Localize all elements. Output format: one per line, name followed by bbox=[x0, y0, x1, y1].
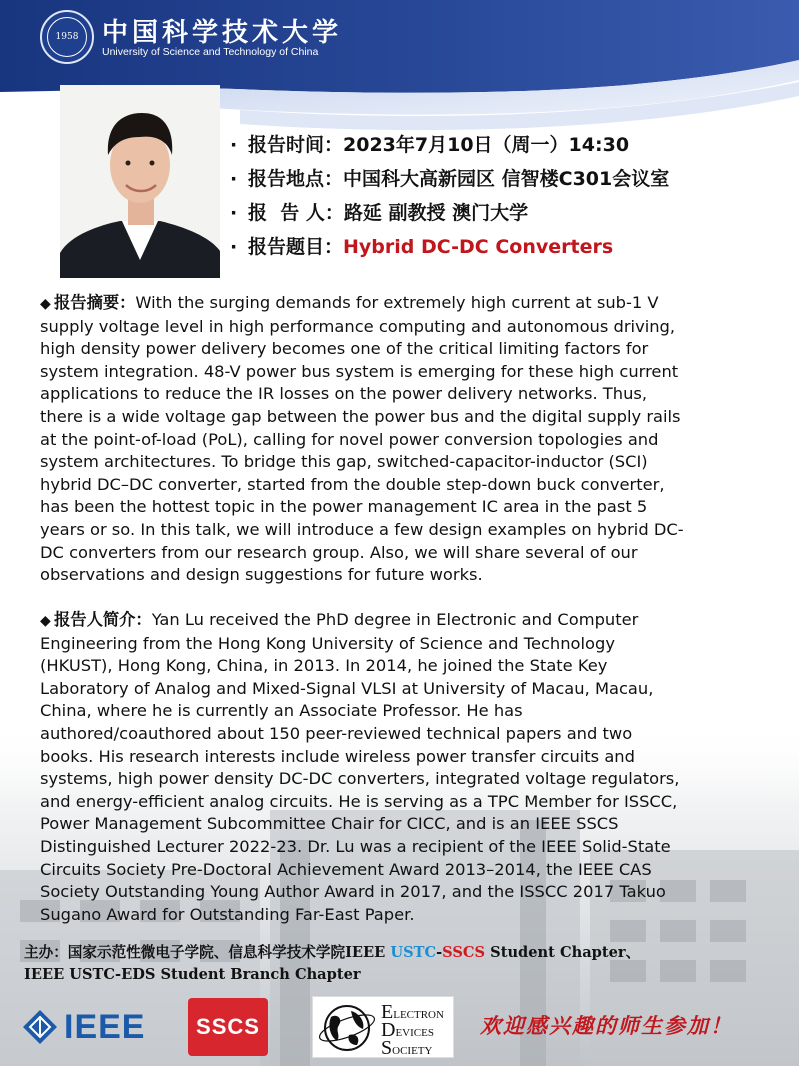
diamond-bullet-icon: ◆ bbox=[40, 296, 51, 312]
welcome-text: 欢迎感兴趣的师生参加！ bbox=[480, 1013, 733, 1038]
bio-line: ◆ 报告人简介：Yan Lu received the PhD degree in Electronic and Computer bbox=[40, 609, 766, 633]
info-speaker: · 报 告 人：路延 副教授 澳门大学 bbox=[230, 202, 529, 224]
info-title-label: 报告题目： bbox=[248, 236, 344, 258]
abstract-line: observations and design suggestions for future works. bbox=[40, 565, 483, 585]
bio-line: Distinguished Lecturer 2022-23. Dr. Lu was a recipient of the IEEE Solid-State bbox=[40, 836, 671, 856]
abstract-line: applications to reduce the IR losses on the power delivery networks. Thus, bbox=[40, 384, 648, 404]
ustc-seal-logo bbox=[40, 10, 94, 64]
speaker-photo bbox=[60, 85, 220, 278]
ieee-logo bbox=[22, 1004, 162, 1050]
info-location-value: 中国科大高新园区 信智楼C301会议室 bbox=[343, 168, 670, 190]
eds-line-3: SOCIETY bbox=[381, 1037, 433, 1059]
ieee-logo-text: IEEE bbox=[64, 1007, 146, 1046]
bio-line: Society Outstanding Young Author Award in 2017, and the ISSCC 2017 Takuo bbox=[40, 882, 666, 902]
bio-line: Circuits Society Pre-Doctoral Achievement Award 2013–2014, the IEEE CAS bbox=[40, 859, 652, 879]
abstract-line: there is a wide voltage gap between the power bus and the digital supply rails bbox=[40, 406, 681, 426]
info-title: · 报告题目：Hybrid DC-DC Converters bbox=[230, 236, 614, 258]
abstract-line: ◆ 报告摘要：With the surging demands for extremely high current at sub-1 V bbox=[40, 292, 766, 316]
bio-line: Laboratory of Analog and Mixed-Signal VLSI at University of Macau, Macau, bbox=[40, 678, 654, 698]
abstract-line: supply voltage level in high performance computing and autonomous driving, bbox=[40, 316, 676, 336]
abstract-line: DC converters from our research group. Also, we will share several of our bbox=[40, 542, 638, 562]
abstract-line: system architectures. To bridge this gap, switched-capacitor-inductor (SCI) bbox=[40, 452, 648, 472]
bio-line: Engineering from the Hong Kong University of Science and Technology bbox=[40, 633, 615, 653]
info-location: · 报告地点：中国科大高新园区 信智楼C301会议室 bbox=[230, 168, 670, 190]
sscs-text: SSCS bbox=[442, 944, 486, 961]
info-speaker-value: 路延 副教授 澳门大学 bbox=[343, 202, 529, 224]
globe-icon bbox=[317, 999, 379, 1057]
info-title-value: Hybrid DC-DC Converters bbox=[343, 236, 614, 258]
bio-section bbox=[40, 609, 766, 926]
abstract-section bbox=[40, 292, 766, 587]
university-name-cn: 中国科学技术大学 bbox=[102, 18, 343, 48]
abstract-line: years or so. In this talk, we will introduce a few design examples on hybrid DC- bbox=[40, 519, 684, 539]
info-time: · 报告时间：2023年7月10日（周一）14:30 bbox=[230, 134, 630, 156]
info-time-label: 报告时间： bbox=[248, 134, 344, 156]
info-time-value: 2023年7月10日（周一）14:30 bbox=[343, 134, 630, 156]
eds-line-2: DEVICES bbox=[381, 1019, 434, 1041]
ustc-text: USTC bbox=[390, 944, 437, 961]
abstract-line: has been the hottest topic in the power management IC area in the past 5 bbox=[40, 497, 648, 517]
bio-line: Sugano Award for Outstanding Far-East Paper. bbox=[40, 904, 415, 924]
organizer-text bbox=[24, 942, 784, 986]
organizer-line-2: IEEE USTC-EDS Student Branch Chapter bbox=[24, 966, 361, 983]
abstract-line: system integration. 48-V power bus system is emerging for these high current bbox=[40, 361, 679, 381]
bio-line: books. His research interests include wireless power transfer circuits and bbox=[40, 746, 635, 766]
sscs-logo-text: SSCS bbox=[196, 1014, 260, 1039]
talk-info-list bbox=[230, 128, 790, 264]
info-speaker-label: 报 告 人： bbox=[248, 202, 344, 224]
abstract-line: hybrid DC–DC converter, started from the double step-down buck converter, bbox=[40, 474, 665, 494]
info-location-label: 报告地点： bbox=[248, 168, 344, 190]
abstract-heading: 报告摘要： bbox=[54, 293, 136, 312]
bio-line: authored/coauthored about 150 peer-reviewed technical papers and two bbox=[40, 723, 633, 743]
bio-line: China, where he is currently an Associate Professor. He has bbox=[40, 701, 523, 721]
bio-line: systems, high power density DC-DC converters, integrated voltage regulators, bbox=[40, 769, 680, 789]
bio-line: and energy-efficient analog circuits. He is serving as a TPC Member for ISSCC, bbox=[40, 791, 678, 811]
university-name-en: University of Science and Technology of China bbox=[102, 46, 319, 58]
abstract-line: high density power delivery becomes one of the critical limiting factors for bbox=[40, 339, 649, 359]
seal-year: 1958 bbox=[47, 17, 87, 57]
bio-heading: 报告人简介： bbox=[54, 610, 152, 629]
bio-line: Power Management Subcommittee Chair for CICC, and is an IEEE SSCS bbox=[40, 814, 619, 834]
diamond-bullet-icon: ◆ bbox=[40, 613, 51, 629]
ieee-diamond-icon bbox=[22, 1009, 58, 1045]
abstract-line: at the point-of-load (PoL), calling for novel power conversion topologies and bbox=[40, 429, 659, 449]
eds-logo bbox=[312, 996, 454, 1058]
bio-line: (HKUST), Hong Kong, China, in 2013. In 2014, he joined the State Key bbox=[40, 656, 608, 676]
organizer-line-1: 主办：国家示范性微电子学院、信息科学技术学院IEEE USTC-SSCS Student Chapter、 bbox=[24, 944, 641, 961]
eds-line-1: ELECTRON bbox=[381, 1001, 444, 1023]
sscs-logo bbox=[188, 998, 268, 1056]
